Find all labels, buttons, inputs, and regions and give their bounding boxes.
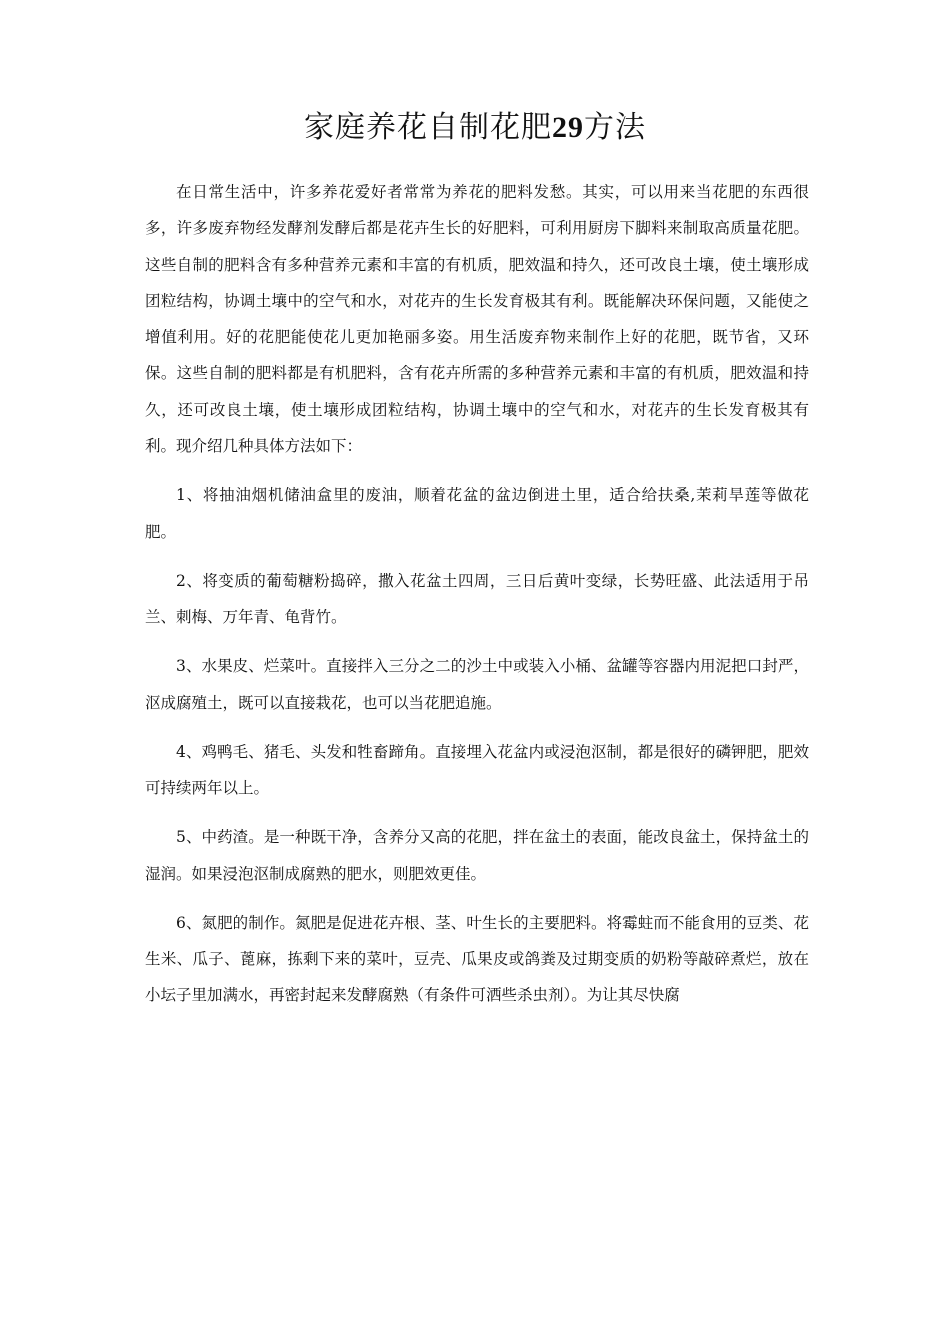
method-5-paragraph: 5、中药渣。是一种既干净，含养分又高的花肥，拌在盆土的表面，能改良盆土，保持盆土的湿润。如果浸泡沤制成腐熟的肥水，则肥效更佳。 — [145, 828, 809, 883]
document-body — [145, 174, 809, 1026]
document-title — [0, 106, 950, 150]
title-suffix: 方法 — [584, 110, 646, 145]
method-6-paragraph: 6、氮肥的制作。氮肥是促进花卉根、茎、叶生长的主要肥料。将霉蛀而不能食用的豆类、花生米、瓜子、蓖麻，拣剩下来的菜叶，豆壳、瓜果皮或鸽粪及过期变质的奶粉等敲碎煮烂，放在小坛子里加满水，再密封起来发酵腐熟（有条件可洒些杀虫剂）。为让其尽快腐 — [145, 913, 809, 1005]
method-1-paragraph: 1、将抽油烟机储油盒里的废油，顺着花盆的盆边倒进土里，适合给扶桑,茉莉旱莲等做花肥。 — [145, 486, 809, 541]
method-2-paragraph: 2、将变质的葡萄糖粉捣碎，撒入花盆土四周，三日后黄叶变绿，长势旺盛、此法适用于吊兰、刺梅、万年青、龟背竹。 — [145, 571, 809, 627]
method-4-paragraph: 4、鸡鸭毛、猪毛、头发和牲畜蹄角。直接埋入花盆内或浸泡沤制，都是很好的磷钾肥，肥效可持续两年以上。 — [145, 742, 809, 798]
title-prefix: 家庭养花自制花肥 — [304, 110, 552, 145]
title-number: 29 — [552, 111, 584, 144]
method-3-paragraph: 3、水果皮、烂菜叶。直接拌入三分之二的沙土中或装入小桶、盆罐等容器内用泥把口封严，沤成腐殖土，既可以直接栽花，也可以当花肥追施。 — [145, 657, 809, 712]
intro-paragraph: 在日常生活中，许多养花爱好者常常为养花的肥料发愁。其实，可以用来当花肥的东西很多，许多废弃物经发酵剂发酵后都是花卉生长的好肥料，可利用厨房下脚料来制取高质量花肥。这些自制的肥料含有多种营养元素和丰富的有机质，肥效温和持久，还可改良土壤，使土壤形成团粒结构，协调土壤中的空气和水，对花卉的生长发育极其有利。既能解决环保问题，又能使之增值利用。好的花肥能使花儿更加艳丽多姿。用生活废弃物来制作上好的花肥，既节省，又环保。这些自制的肥料都是有机肥料，含有花卉所需的多种营养元素和丰富的有机质，肥效温和持久，还可改良土壤，使土壤形成团粒结构，协调土壤中的空气和水，对花卉的生长发育极其有利。现介绍几种具体方法如下： — [145, 183, 809, 456]
